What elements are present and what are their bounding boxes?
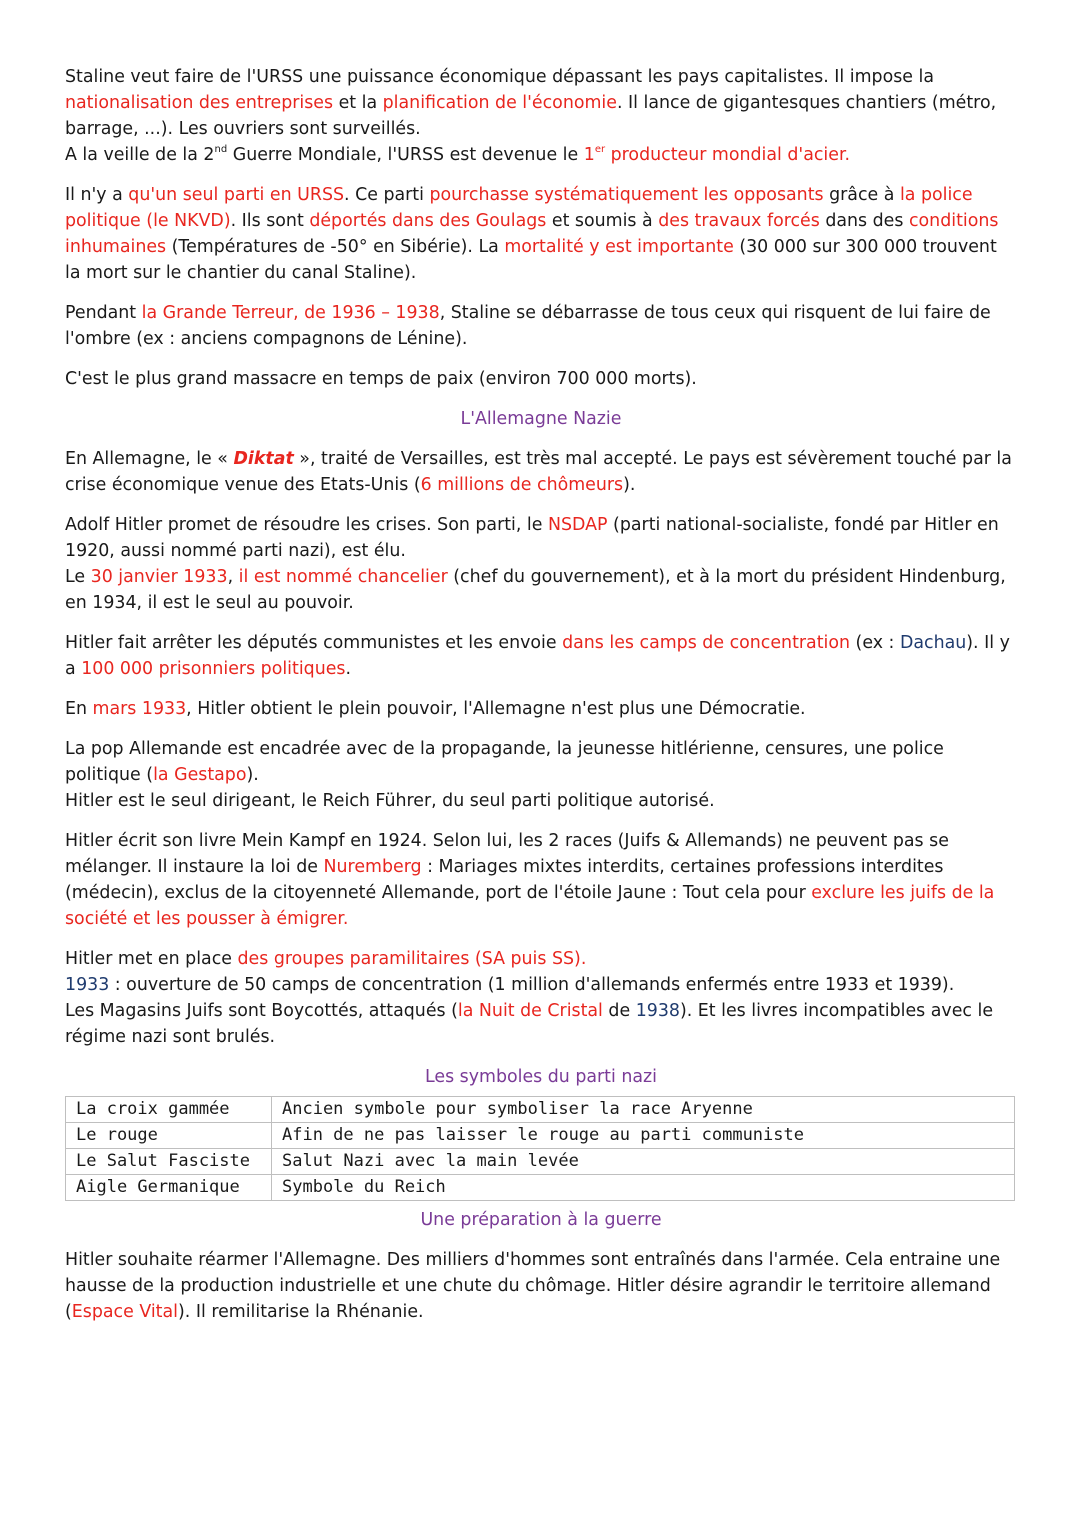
text: (parti national-socialiste, fondé par Hitler en 1920, aussi nommé parti nazi), est élu. (65, 515, 999, 561)
highlight-first: 1 (583, 145, 595, 165)
text: Staline veut faire de l'URSS une puissance économique dépassant les pays capitalistes. Il impose la (65, 67, 934, 87)
text: . Ils sont (230, 211, 310, 231)
highlight: la Nuit de Cristal (457, 1001, 603, 1021)
text: ). Et les livres incompatibles avec le régime nazi sont brulés. (65, 1001, 994, 1047)
highlight: il est nommé chancelier (238, 567, 448, 587)
text: En Allemagne, le « (65, 449, 234, 469)
text: dans des (819, 211, 909, 231)
highlight-diktat: Diktat (233, 449, 294, 469)
text: A la veille de la 2 (65, 145, 215, 165)
highlight: dans les camps de concentration (562, 633, 851, 653)
text: Adolf Hitler promet de résoudre les crises. Son parti, le (65, 515, 548, 535)
highlight: 6 millions de chômeurs (420, 475, 624, 495)
superscript: er (594, 144, 606, 156)
text: Pendant (65, 303, 142, 323)
text: (chef du gouvernement), et à la mort du président Hindenburg, en 1934, il est le seul au pouvoir. (65, 567, 1006, 613)
paragraph-camps (65, 630, 1017, 682)
text: Guerre Mondiale, l'URSS est devenue le (227, 145, 584, 165)
text: . (345, 659, 352, 679)
highlight-dachau: Dachau (899, 633, 967, 653)
symbol-name: Aigle Germanique (66, 1175, 272, 1201)
symbol-description: Salut Nazi avec la main levée (272, 1149, 1015, 1175)
symbol-name: La croix gammée (66, 1097, 272, 1123)
highlight: mars 1933 (92, 699, 187, 719)
highlight: mortalité y est importante (504, 237, 734, 257)
text: . Il lance de gigantesques chantiers (métro, barrage, ...). Les ouvriers sont surveillés. (65, 93, 997, 139)
text: Hitler est le seul dirigeant, le Reich Führer, du seul parti politique autorisé. (65, 791, 715, 811)
text: La pop Allemande est encadrée avec de la propagande, la jeunesse hitlérienne, censures, une police politique ( (65, 739, 944, 785)
highlight-year: 1938 (635, 1001, 680, 1021)
text: Il n'y a (65, 185, 129, 205)
highlight: conditions inhumaines (65, 211, 999, 257)
section-heading-symboles: Les symboles du parti nazi (424, 1067, 657, 1087)
paragraph-propagande (65, 736, 1017, 814)
highlight-producteur: producteur mondial d'acier. (605, 145, 851, 165)
symbol-description: Afin de ne pas laisser le rouge au parti communiste (272, 1123, 1015, 1149)
text: et la (333, 93, 383, 113)
paragraph-urss-repression (65, 182, 1017, 286)
highlight: pourchasse systématiquement les opposants (429, 185, 824, 205)
symbols-table (65, 1096, 1015, 1201)
paragraph-rearmement (65, 1247, 1017, 1325)
text: ). Il y a (65, 633, 1010, 679)
highlight: la police politique (le NKVD) (65, 185, 973, 231)
text: , Hitler obtient le plein pouvoir, l'Allemagne n'est plus une Démocratie. (186, 699, 806, 719)
text: de (602, 1001, 636, 1021)
text: ). (623, 475, 636, 495)
symbol-description: Ancien symbole pour symboliser la race Aryenne (272, 1097, 1015, 1123)
highlight: 30 janvier 1933 (90, 567, 228, 587)
highlight: Espace Vital (71, 1302, 178, 1322)
symbol-name: Le rouge (66, 1123, 272, 1149)
table-row (66, 1123, 1015, 1149)
highlight: exclure les juifs de la société et les pousser à émigrer. (65, 883, 995, 929)
highlight: la Gestapo (153, 765, 247, 785)
text: (Températures de -50° en Sibérie). La (166, 237, 505, 257)
highlight: des groupes paramilitaires (SA puis SS). (237, 949, 587, 969)
document-page (65, 64, 1017, 1339)
table-row (66, 1149, 1015, 1175)
text: Hitler fait arrêter les députés communistes et les envoie (65, 633, 563, 653)
highlight: 100 000 prisonniers politiques (81, 659, 346, 679)
table-row (66, 1097, 1015, 1123)
paragraph-nsdap (65, 512, 1017, 616)
highlight-year: 1933 (65, 975, 110, 995)
highlight: déportés dans des Goulags (309, 211, 547, 231)
paragraph-grande-terreur (65, 300, 1017, 352)
paragraph-mein-kampf (65, 828, 1017, 932)
highlight: qu'un seul parti en URSS (128, 185, 345, 205)
text: , Staline se débarrasse de tous ceux qui risquent de lui faire de l'ombre (ex : anciens compagnons de Lénine). (65, 303, 991, 349)
text: et soumis à (546, 211, 659, 231)
text: (ex : (850, 633, 900, 653)
symbol-name: Le Salut Fasciste (66, 1149, 272, 1175)
highlight: NSDAP (548, 515, 608, 535)
paragraph-diktat (65, 446, 1017, 498)
text: », traité de Versailles, est très mal accepté. Le pays est sévèrement touché par la crise économique venue des Etats-Unis ( (65, 449, 1012, 495)
paragraph-paramilitaires (65, 946, 1017, 1050)
highlight: des travaux forcés (658, 211, 820, 231)
table-row (66, 1175, 1015, 1201)
text: : Mariages mixtes interdits, certaines professions interdites (médecin), exclus de la citoyenneté Allemande, port de l'étoile Jaune : Tout cela pour (65, 857, 944, 903)
superscript: nd (214, 144, 228, 156)
text: Les Magasins Juifs sont Boycottés, attaqués ( (65, 1001, 458, 1021)
text: . Ce parti (344, 185, 430, 205)
paragraph-plein-pouvoir (65, 696, 1017, 722)
section-heading-allemagne-nazie: L'Allemagne Nazie (460, 409, 622, 429)
text: Hitler met en place (65, 949, 238, 969)
text: ). Il remilitarise la Rhénanie. (177, 1302, 424, 1322)
highlight: Nuremberg (323, 857, 422, 877)
symbol-description: Symbole du Reich (272, 1175, 1015, 1201)
highlight: la Grande Terreur, de 1936 – 1938 (141, 303, 440, 323)
text: : ouverture de 50 camps de concentration (1 million d'allemands enfermés entre 1933 et 1939). (109, 975, 955, 995)
text: Hitler écrit son livre Mein Kampf en 1924. Selon lui, les 2 races (Juifs & Allemands) ne peuvent pas se mélanger. Il instaure la loi de (65, 831, 949, 877)
text: ). (246, 765, 259, 785)
text: , (227, 567, 239, 587)
text: Le (65, 567, 91, 587)
highlight-nationalisation: nationalisation des entreprises (65, 93, 334, 113)
text: En (65, 699, 93, 719)
highlight-planification: planification de l'économie (382, 93, 617, 113)
paragraph-massacre: C'est le plus grand massacre en temps de paix (environ 700 000 morts). (65, 369, 697, 389)
text: (30 000 sur 300 000 trouvent la mort sur le chantier du canal Staline). (65, 237, 997, 283)
text: Hitler souhaite réarmer l'Allemagne. Des milliers d'hommes sont entraînés dans l'armée. Cela entraine une hausse de la production industrielle et une chute du chômage. Hitler désire agrandir le territoire allemand ( (65, 1250, 1001, 1322)
text: grâce à (823, 185, 900, 205)
section-heading-preparation-guerre: Une préparation à la guerre (420, 1210, 662, 1230)
paragraph-urss-economy (65, 64, 1017, 168)
